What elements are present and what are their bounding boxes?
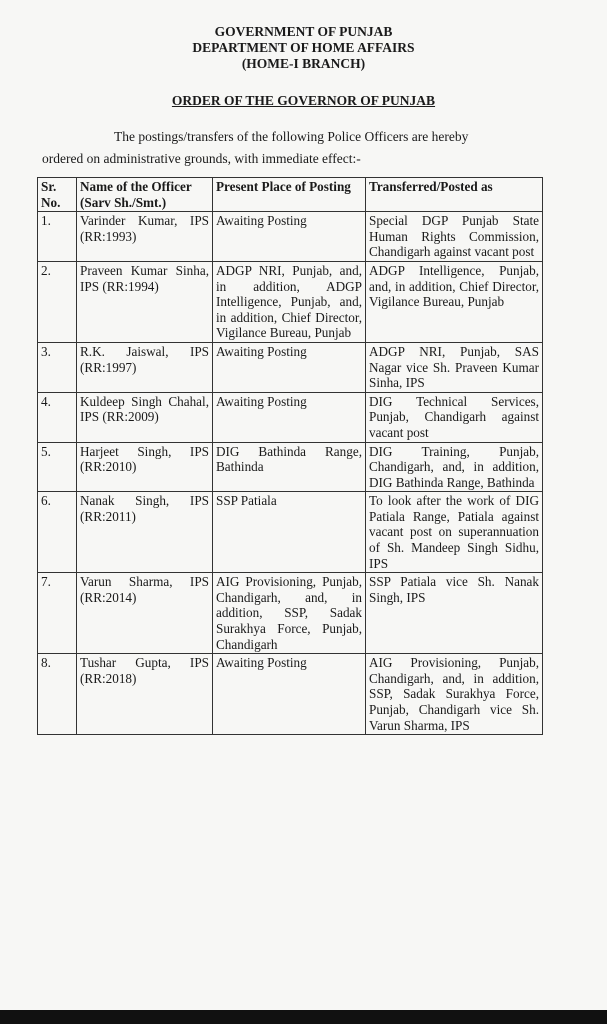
cell-present: Awaiting Posting: [213, 654, 366, 735]
table-row: [38, 654, 543, 735]
cell-officer: R.K. Jaiswal, IPS (RR:1997): [77, 342, 213, 392]
cell-officer: Kuldeep Singh Chahal, IPS (RR:2009): [77, 392, 213, 442]
header-officer-name-sub: (Sarv Sh./Smt.): [80, 194, 167, 210]
header-department: DEPARTMENT OF HOME AFFAIRS: [192, 40, 415, 55]
table-row: [38, 261, 543, 342]
cell-present: ADGP NRI, Punjab, and, in addition, ADGP Intelligence, Punjab, and, in addition, Chief Director, Vigilance Bureau, Punjab: [213, 261, 366, 342]
cell-officer: Nanak Singh, IPS (RR:2011): [77, 492, 213, 573]
cell-sr: 8.: [38, 654, 77, 735]
cell-present: Awaiting Posting: [213, 392, 366, 442]
cell-officer: Harjeet Singh, IPS (RR:2010): [77, 442, 213, 492]
table-row: [38, 392, 543, 442]
order-title: [0, 93, 607, 109]
table-row: [38, 212, 543, 262]
cell-officer: Tushar Gupta, IPS (RR:2018): [77, 654, 213, 735]
cell-present: SSP Patiala: [213, 492, 366, 573]
cell-officer: Varinder Kumar, IPS (RR:1993): [77, 212, 213, 262]
cell-sr: 4.: [38, 392, 77, 442]
table-row: [38, 573, 543, 654]
header-transferred: Transferred/Posted as: [366, 178, 543, 212]
postings-table: [37, 177, 543, 735]
cell-sr: 7.: [38, 573, 77, 654]
cell-sr: 2.: [38, 261, 77, 342]
intro-line-1: The postings/transfers of the following Police Officers are hereby: [114, 129, 469, 144]
table-row: [38, 442, 543, 492]
document-header: [0, 24, 607, 72]
cell-officer: Praveen Kumar Sinha, IPS (RR:1994): [77, 261, 213, 342]
cell-transferred: ADGP Intelligence, Punjab, and, in addition, Chief Director, Vigilance Bureau, Punjab: [366, 261, 543, 342]
cell-transferred: AIG Provisioning, Punjab, Chandigarh, and, in addition, SSP, Sadak Surakhya Force, Punjab, Chandigarh vice Sh. Varun Sharma, IPS: [366, 654, 543, 735]
table-header-row: [38, 178, 543, 212]
cell-transferred: ADGP NRI, Punjab, SAS Nagar vice Sh. Praveen Kumar Sinha, IPS: [366, 342, 543, 392]
intro-line-2: ordered on administrative grounds, with immediate effect:-: [42, 151, 361, 166]
header-branch: (HOME-I BRANCH): [241, 56, 366, 71]
cell-transferred: DIG Technical Services, Punjab, Chandigarh against vacant post: [366, 392, 543, 442]
intro-paragraph: [42, 126, 560, 170]
cell-sr: 1.: [38, 212, 77, 262]
cell-present: Awaiting Posting: [213, 212, 366, 262]
cell-transferred: DIG Training, Punjab, Chandigarh, and, in addition, DIG Bathinda Range, Bathinda: [366, 442, 543, 492]
cell-sr: 3.: [38, 342, 77, 392]
table-row: [38, 492, 543, 573]
header-government: GOVERNMENT OF PUNJAB: [214, 24, 393, 39]
cell-transferred: SSP Patiala vice Sh. Nanak Singh, IPS: [366, 573, 543, 654]
cell-transferred: Special DGP Punjab State Human Rights Commission, Chandigarh against vacant post: [366, 212, 543, 262]
header-officer-name-text: Name of the Officer: [80, 179, 192, 194]
cell-present: DIG Bathinda Range, Bathinda: [213, 442, 366, 492]
header-officer-name: [77, 178, 213, 212]
cell-present: AIG Provisioning, Punjab, Chandigarh, and, in addition, SSP, Sadak Surakhya Force, Punjab, Chandigarh: [213, 573, 366, 654]
cell-officer: Varun Sharma, IPS (RR:2014): [77, 573, 213, 654]
screen-bottom-bar: [0, 1010, 607, 1024]
cell-transferred: To look after the work of DIG Patiala Range, Patiala against vacant post on superannuation of Sh. Mandeep Singh Sidhu, IPS: [366, 492, 543, 573]
header-sr-no: Sr. No.: [38, 178, 77, 212]
header-present-posting: Present Place of Posting: [213, 178, 366, 212]
cell-present: Awaiting Posting: [213, 342, 366, 392]
table-row: [38, 342, 543, 392]
cell-sr: 6.: [38, 492, 77, 573]
cell-sr: 5.: [38, 442, 77, 492]
order-title-text: ORDER OF THE GOVERNOR OF PUNJAB: [171, 93, 436, 108]
